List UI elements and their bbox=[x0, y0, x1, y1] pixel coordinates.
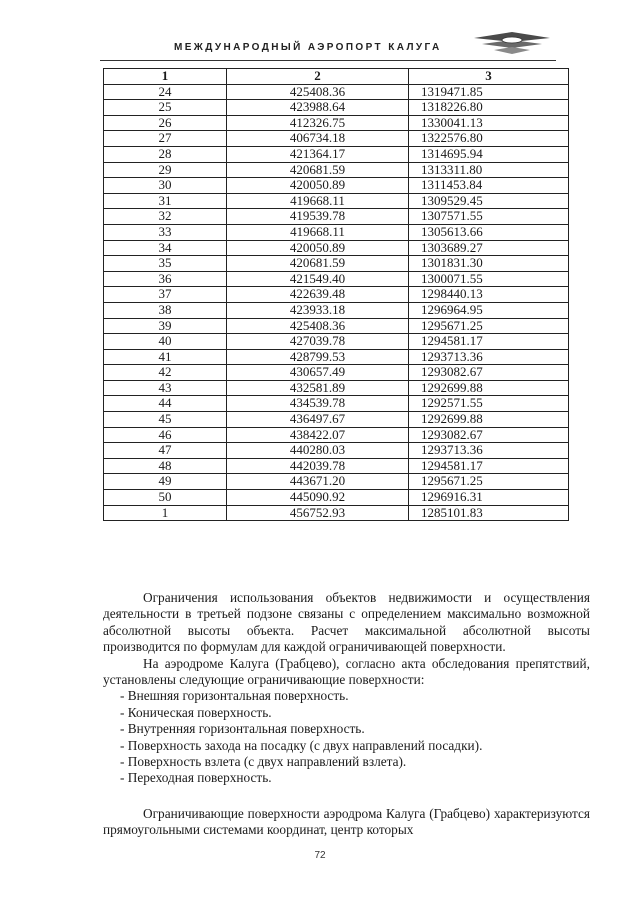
paragraph-restrictions: Ограничения использования объектов недвижимости и осуществления деятельности в третьей подзоне связаны с определением максимально возможной абсолютной высоты объекта. Расчет максимальной абсолютной высоты производится по формулам для каждой ограничивающей поверхности. bbox=[103, 590, 590, 655]
table-cell: 37 bbox=[104, 287, 227, 303]
table-cell: 440280.03 bbox=[227, 443, 409, 459]
table-cell: 44 bbox=[104, 396, 227, 412]
table-row bbox=[104, 490, 569, 506]
table-cell: 46 bbox=[104, 427, 227, 443]
table-row bbox=[104, 474, 569, 490]
table-cell: 1293713.36 bbox=[409, 349, 569, 365]
table-cell: 1295671.25 bbox=[409, 318, 569, 334]
table-cell: 1294581.17 bbox=[409, 334, 569, 350]
table-cell: 1296916.31 bbox=[409, 490, 569, 506]
table-cell: 1292571.55 bbox=[409, 396, 569, 412]
table-row bbox=[104, 302, 569, 318]
table-cell: 25 bbox=[104, 100, 227, 116]
table-cell: 38 bbox=[104, 302, 227, 318]
table-cell: 432581.89 bbox=[227, 380, 409, 396]
table-row bbox=[104, 458, 569, 474]
table-row bbox=[104, 131, 569, 147]
table-row bbox=[104, 349, 569, 365]
table-row bbox=[104, 334, 569, 350]
table-cell: 45 bbox=[104, 412, 227, 428]
table-cell: 1293713.36 bbox=[409, 443, 569, 459]
table-row bbox=[104, 178, 569, 194]
table-cell: 1313311.80 bbox=[409, 162, 569, 178]
table-cell: 27 bbox=[104, 131, 227, 147]
table-cell: 430657.49 bbox=[227, 365, 409, 381]
table-cell: 32 bbox=[104, 209, 227, 225]
table-cell: 438422.07 bbox=[227, 427, 409, 443]
paragraph-aerodrome: На аэродроме Калуга (Грабцево), согласно акта обследования препятствий, установлены следующие ограничивающие поверхности: bbox=[103, 655, 590, 688]
table-cell: 1300071.55 bbox=[409, 271, 569, 287]
list-item: - Поверхность захода на посадку (с двух направлений посадки). bbox=[120, 737, 483, 753]
table-cell: 1330041.13 bbox=[409, 115, 569, 131]
list-item: - Коническая поверхность. bbox=[120, 704, 272, 720]
table-row bbox=[104, 380, 569, 396]
table-cell: 412326.75 bbox=[227, 115, 409, 131]
table-cell: 28 bbox=[104, 146, 227, 162]
table-cell: 33 bbox=[104, 224, 227, 240]
table-cell: 427039.78 bbox=[227, 334, 409, 350]
table-row bbox=[104, 193, 569, 209]
coordinates-table bbox=[103, 68, 569, 521]
table-row bbox=[104, 240, 569, 256]
table-cell: 1314695.94 bbox=[409, 146, 569, 162]
table-cell: 43 bbox=[104, 380, 227, 396]
table-cell: 40 bbox=[104, 334, 227, 350]
table-cell: 42 bbox=[104, 365, 227, 381]
table-cell: 425408.36 bbox=[227, 318, 409, 334]
table-cell: 1285101.83 bbox=[409, 505, 569, 521]
table-cell: 420050.89 bbox=[227, 178, 409, 194]
table-header-row bbox=[104, 69, 569, 85]
table-cell: 443671.20 bbox=[227, 474, 409, 490]
table-cell: 1305613.66 bbox=[409, 224, 569, 240]
table-row bbox=[104, 396, 569, 412]
paragraph-coordinates: Ограничивающие поверхности аэродрома Калуга (Грабцево) характеризуются прямоугольными системами координат, центр которых bbox=[103, 806, 590, 838]
list-item: - Внешняя горизонтальная поверхность. bbox=[120, 688, 349, 704]
table-cell: 436497.67 bbox=[227, 412, 409, 428]
table-cell: 31 bbox=[104, 193, 227, 209]
header-rule bbox=[100, 60, 556, 61]
table-row bbox=[104, 100, 569, 116]
table-cell: 24 bbox=[104, 84, 227, 100]
list-item: - Внутренняя горизонтальная поверхность. bbox=[120, 721, 365, 737]
table-cell: 39 bbox=[104, 318, 227, 334]
table-row bbox=[104, 427, 569, 443]
table-row bbox=[104, 209, 569, 225]
table-cell: 423933.18 bbox=[227, 302, 409, 318]
table-cell: 1301831.30 bbox=[409, 256, 569, 272]
table-row bbox=[104, 84, 569, 100]
table-cell: 420681.59 bbox=[227, 162, 409, 178]
header-title: МЕЖДУНАРОДНЫЙ АЭРОПОРТ КАЛУГА bbox=[174, 42, 442, 53]
table-cell: 445090.92 bbox=[227, 490, 409, 506]
table-cell: 29 bbox=[104, 162, 227, 178]
table-cell: 41 bbox=[104, 349, 227, 365]
page-header bbox=[100, 24, 570, 64]
table-cell: 35 bbox=[104, 256, 227, 272]
airport-logo bbox=[472, 30, 552, 58]
table-cell: 420050.89 bbox=[227, 240, 409, 256]
table-row bbox=[104, 318, 569, 334]
table-row bbox=[104, 443, 569, 459]
column-header: 3 bbox=[409, 69, 569, 85]
table-cell: 419668.11 bbox=[227, 224, 409, 240]
table-cell: 442039.78 bbox=[227, 458, 409, 474]
table-cell: 1292699.88 bbox=[409, 412, 569, 428]
table-cell: 419668.11 bbox=[227, 193, 409, 209]
table-cell: 1309529.45 bbox=[409, 193, 569, 209]
table-cell: 49 bbox=[104, 474, 227, 490]
table-cell: 1311453.84 bbox=[409, 178, 569, 194]
body-text-continued bbox=[103, 806, 590, 839]
body-text bbox=[103, 590, 590, 787]
table-cell: 421364.17 bbox=[227, 146, 409, 162]
table-cell: 47 bbox=[104, 443, 227, 459]
table-cell: 1307571.55 bbox=[409, 209, 569, 225]
table-cell: 456752.93 bbox=[227, 505, 409, 521]
table-cell: 419539.78 bbox=[227, 209, 409, 225]
table-cell: 422639.48 bbox=[227, 287, 409, 303]
table-cell: 1322576.80 bbox=[409, 131, 569, 147]
table-cell: 434539.78 bbox=[227, 396, 409, 412]
table-cell: 420681.59 bbox=[227, 256, 409, 272]
table-cell: 406734.18 bbox=[227, 131, 409, 147]
table-cell: 1296964.95 bbox=[409, 302, 569, 318]
table-cell: 50 bbox=[104, 490, 227, 506]
list-item: - Переходная поверхность. bbox=[120, 770, 272, 786]
page-number: 72 bbox=[314, 850, 326, 861]
table-cell: 423988.64 bbox=[227, 100, 409, 116]
table-row bbox=[104, 162, 569, 178]
table-row bbox=[104, 287, 569, 303]
table-cell: 36 bbox=[104, 271, 227, 287]
table-cell: 1293082.67 bbox=[409, 427, 569, 443]
surfaces-list bbox=[103, 688, 590, 786]
table-row bbox=[104, 365, 569, 381]
table-cell: 26 bbox=[104, 115, 227, 131]
table-row bbox=[104, 412, 569, 428]
table-cell: 1 bbox=[104, 505, 227, 521]
list-item: - Поверхность взлета (с двух направлений взлета). bbox=[120, 754, 407, 770]
table-cell: 30 bbox=[104, 178, 227, 194]
table-cell: 428799.53 bbox=[227, 349, 409, 365]
column-header: 1 bbox=[104, 69, 227, 85]
table-cell: 1303689.27 bbox=[409, 240, 569, 256]
table-cell: 1293082.67 bbox=[409, 365, 569, 381]
table-row bbox=[104, 115, 569, 131]
table-row bbox=[104, 256, 569, 272]
table-cell: 1294581.17 bbox=[409, 458, 569, 474]
table-cell: 425408.36 bbox=[227, 84, 409, 100]
table-cell: 1292699.88 bbox=[409, 380, 569, 396]
table-cell: 1318226.80 bbox=[409, 100, 569, 116]
table-cell: 1319471.85 bbox=[409, 84, 569, 100]
table-cell: 34 bbox=[104, 240, 227, 256]
table-row bbox=[104, 224, 569, 240]
table-row bbox=[104, 146, 569, 162]
column-header: 2 bbox=[227, 69, 409, 85]
table-cell: 421549.40 bbox=[227, 271, 409, 287]
table-row bbox=[104, 505, 569, 521]
table-cell: 48 bbox=[104, 458, 227, 474]
table-cell: 1298440.13 bbox=[409, 287, 569, 303]
table-row bbox=[104, 271, 569, 287]
table-cell: 1295671.25 bbox=[409, 474, 569, 490]
